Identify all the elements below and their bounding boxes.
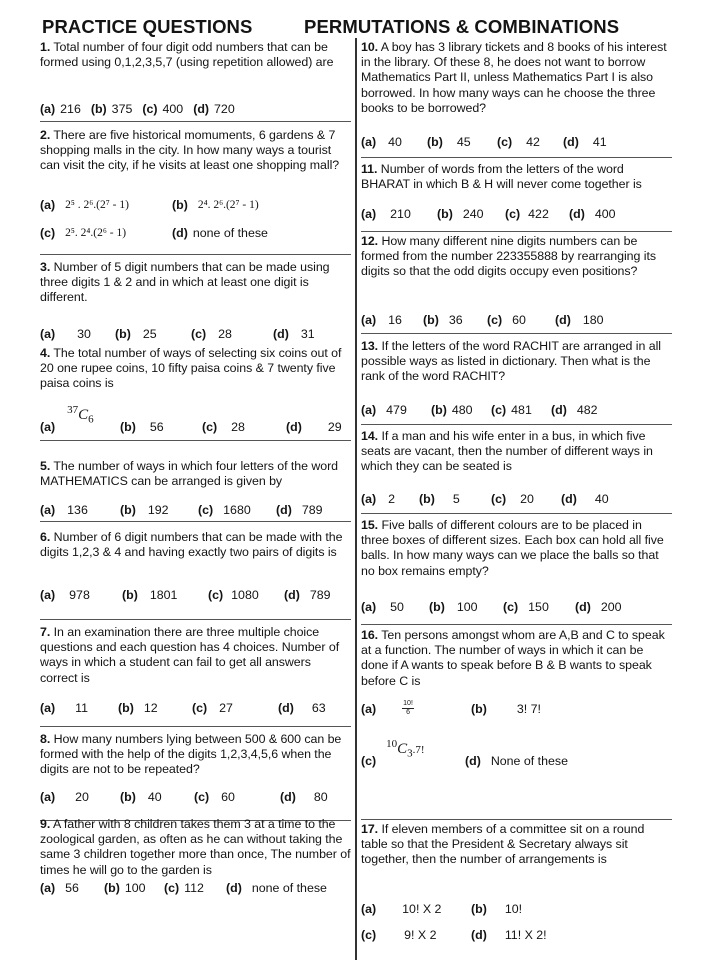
option-d: (d) 789	[284, 588, 331, 602]
option-c: (c) 10C3.7!	[361, 738, 425, 768]
question-number: 17.	[361, 822, 379, 836]
option-b: (b) 480	[431, 403, 473, 417]
question-12	[361, 234, 672, 334]
option-d: (d) none of these	[172, 226, 268, 240]
question-text: 6. Number of 6 digit numbers that can be made with the digits 1,2,3 & 4 and having exactly two pairs of digits is	[40, 530, 343, 560]
option-d: (d) 63	[278, 701, 326, 715]
options	[361, 403, 598, 417]
question-text: 16. Ten persons amongst whom are A,B and C to speak at a function. The number of ways in which it can be done if A wants to speak before B & B wants to speak before C is	[361, 628, 665, 688]
option-c: (c) 27	[192, 701, 233, 715]
question-10	[361, 40, 672, 158]
question-13	[361, 339, 672, 425]
option-d: (d) 80	[280, 790, 328, 804]
question-5	[40, 459, 351, 522]
option-d: (d) 29	[286, 419, 342, 434]
option-a: (a) 16	[361, 313, 402, 327]
question-number: 12.	[361, 234, 379, 248]
options	[40, 404, 342, 434]
option-c: (c) 112	[164, 881, 204, 895]
options	[40, 790, 328, 804]
question-4	[40, 346, 351, 441]
options	[40, 588, 331, 602]
question-text: 12. How many different nine digits numbers can be formed from the number 223355888 by rearranging its digits so that the odd digits occupy even positions?	[361, 234, 656, 279]
option-a: (a) 210	[361, 207, 411, 221]
options-row-1	[361, 700, 541, 717]
option-c: (c) 2⁵. 2⁴.(2⁶ - 1)	[40, 226, 127, 240]
option-b: (b) 40	[120, 790, 162, 804]
question-11	[361, 162, 672, 232]
option-b: (b) 56	[120, 419, 164, 434]
option-d: (d) 482	[551, 403, 598, 417]
option-d: (d) 789	[276, 503, 323, 517]
question-number: 13.	[361, 339, 379, 353]
question-number: 6.	[40, 530, 51, 544]
options-row-1	[361, 902, 522, 916]
option-c: (c) 28	[202, 419, 245, 434]
option-a: (a) 37C6	[40, 404, 94, 434]
option-c: (c) 9! X 2	[361, 928, 437, 942]
question-9	[40, 817, 351, 897]
option-a: (a) 978	[40, 588, 90, 602]
option-a: (a) 10! X 2	[361, 902, 442, 916]
option-b: (b) 25	[115, 327, 157, 341]
option-c: (c) 20	[491, 492, 534, 506]
option-b: (b) 375	[90, 102, 133, 116]
option-c: (c) 1080	[208, 588, 259, 602]
page-header	[42, 16, 682, 40]
question-text: 14. If a man and his wife enter in a bus, in which five seats are vacant, then the number of different ways in which they can be seated is	[361, 429, 653, 474]
option-a: (a) 11	[40, 701, 89, 715]
option-a: (a) 40	[361, 135, 402, 149]
question-number: 3.	[40, 260, 51, 274]
option-b: (b) 36	[423, 313, 463, 327]
question-1	[40, 38, 351, 122]
question-text: 5. The number of ways in which four letters of the word MATHEMATICS can be arranged is given by	[40, 459, 338, 489]
option-d: (d) 11! X 2!	[471, 928, 547, 942]
header-left-title: PRACTICE QUESTIONS	[42, 16, 253, 37]
option-c: (c) 1680	[198, 503, 251, 517]
option-c: (c) 60	[194, 790, 235, 804]
option-b: (b) 100	[104, 881, 146, 895]
question-number: 8.	[40, 732, 51, 746]
options	[361, 492, 609, 506]
question-6	[40, 530, 351, 620]
fraction: $\frac{10!}{6}$	[403, 700, 413, 716]
question-text: 4. The total number of ways of selecting six coins out of 20 one rupee coins, 10 fifty paisa coins & 7 twenty five paisa coins is	[40, 346, 342, 391]
question-number: 2.	[40, 128, 51, 142]
question-number: 1.	[40, 40, 51, 54]
question-2	[40, 122, 351, 255]
question-text: 10. A boy has 3 library tickets and 8 books of his interest in the library. Of these 8, he does not want to borrow Mathematics Part II, unless Mathematics Part I is also borrowed. In how many ways can he choose the three books to be borrowed?	[361, 40, 667, 115]
question-3	[40, 260, 351, 342]
left-column	[40, 38, 351, 341]
option-b: (b) 45	[427, 135, 471, 149]
option-a: (a) 216	[40, 102, 81, 116]
question-text: 2. There are five historical momuments, 6 gardens & 7 shopping malls in the city. In how many ways a tourist can visit the city, if he visits at least one shopping mall?	[40, 128, 340, 173]
option-a: (a) 479	[361, 403, 407, 417]
column-divider	[355, 38, 357, 960]
question-number: 14.	[361, 429, 379, 443]
option-b: (b) 1801	[122, 588, 178, 602]
header-right-title: PERMUTATIONS & COMBINATIONS	[304, 16, 620, 37]
question-7	[40, 625, 351, 727]
question-number: 10.	[361, 40, 379, 54]
option-b: (b) 240	[437, 207, 484, 221]
question-number: 4.	[40, 346, 51, 360]
option-d: (d) 180	[555, 313, 604, 327]
question-16	[361, 628, 672, 820]
options	[40, 701, 326, 715]
option-c: (c) 400	[142, 102, 184, 116]
options-row-2	[361, 928, 547, 942]
option-d: (d) none of these	[226, 881, 327, 895]
option-c: (c) 28	[191, 327, 232, 341]
options-row-1	[40, 198, 259, 212]
question-text: 9. A father with 8 children takes them 3 at a time to the zoological garden, as often as he can without taking the same 3 children together more than once, The number of times he will go to the garden is	[40, 817, 351, 877]
combination-notation: 37C6	[67, 404, 94, 426]
options	[40, 327, 315, 341]
worksheet	[38, 38, 670, 960]
question-number: 5.	[40, 459, 51, 473]
options	[40, 881, 327, 895]
options	[361, 313, 604, 327]
options	[361, 207, 616, 221]
option-b: (b) 100	[429, 600, 478, 614]
option-a: (a) 20	[40, 790, 89, 804]
question-text: 7. In an examination there are three multiple choice questions and each question has 4 choices. Number of ways in which a student can fail to get all answers correct is	[40, 625, 340, 685]
option-a: (a) 2	[361, 492, 396, 506]
question-text: 11. Number of words from the letters of the word BHARAT in which B & H will never come together is	[361, 162, 642, 192]
question-text: 15. Five balls of different colours are to be placed in three boxes of different sizes. Each box can hold all five balls. In how many ways can we place the balls so that no box remains empty?	[361, 518, 664, 578]
options	[40, 503, 323, 517]
option-b: (b) 2⁴. 2⁶.(2⁷ - 1)	[172, 198, 259, 212]
option-b: (b) 192	[120, 503, 169, 517]
option-c: (c) 42	[497, 135, 540, 149]
question-text: 13. If the letters of the word RACHIT are arranged in all possible ways as listed in dictionary. Then what is the rank of the word RACHIT?	[361, 339, 661, 384]
question-number: 9.	[40, 817, 51, 831]
option-a: (a) 30	[40, 327, 91, 341]
option-b: (b) 5	[419, 492, 460, 506]
question-14	[361, 429, 672, 514]
option-b: (b) 12	[118, 701, 158, 715]
option-d: (d) 40	[561, 492, 609, 506]
option-d: (d) 720	[193, 102, 235, 116]
option-b: (b) 3! 7!	[471, 701, 541, 716]
combination-notation: 10C3.7!	[386, 738, 425, 760]
question-text: 17. If eleven members of a committee sit on a round table so that the President & Secretary always sit together, then the number of arrangements is	[361, 822, 645, 867]
question-text: 1. Total number of four digit odd numbers that can be formed using 0,1,2,3,5,7 (using repetition allowed) are	[40, 40, 334, 70]
option-c: (c) 481	[491, 403, 532, 417]
option-a: (a) 56	[40, 881, 79, 895]
option-c: (c) 422	[505, 207, 549, 221]
option-c: (c) 150	[503, 600, 549, 614]
question-text: 3. Number of 5 digit numbers that can be made using three digits 1 & 2 and in which at least one digit is different.	[40, 260, 330, 305]
option-a: (a) 136	[40, 503, 88, 517]
option-a: (a) 2⁵ . 2⁶.(2⁷ - 1)	[40, 198, 129, 212]
option-d: (d) 400	[569, 207, 616, 221]
options-row-2	[361, 738, 568, 768]
question-17	[361, 822, 672, 942]
option-d: (d) None of these	[465, 753, 568, 768]
option-d: (d) 200	[575, 600, 622, 614]
options	[361, 135, 607, 149]
option-a: (a) $\frac{10!}{6}$	[361, 700, 413, 716]
question-number: 15.	[361, 518, 379, 532]
options	[361, 600, 622, 614]
option-c: (c) 60	[487, 313, 526, 327]
options-row-2	[40, 226, 268, 240]
question-text: 8. How many numbers lying between 500 & 600 can be formed with the help of the digits 1,2,3,4,5,6 when the digits are not to be repeated?	[40, 732, 342, 777]
option-d: (d) 31	[273, 327, 315, 341]
question-number: 11.	[361, 162, 378, 176]
option-a: (a) 50	[361, 600, 404, 614]
question-8	[40, 732, 351, 821]
question-number: 7.	[40, 625, 51, 639]
question-15	[361, 518, 672, 625]
options	[40, 102, 235, 116]
option-b: (b) 10!	[471, 902, 523, 916]
question-number: 16.	[361, 628, 379, 642]
option-d: (d) 41	[563, 135, 607, 149]
